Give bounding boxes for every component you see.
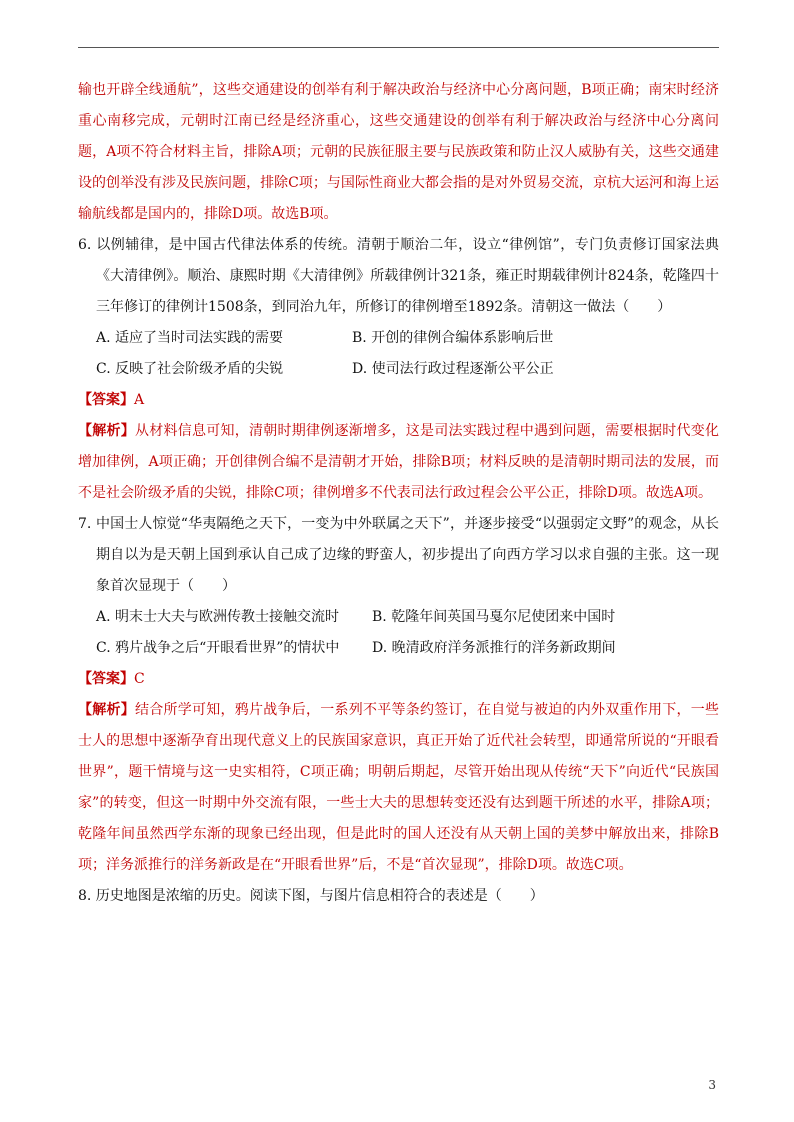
previous-analysis-continuation: 输也开辟全线通航”，这些交通建设的创举有利于解决政治与经济中心分离问题，B项正确；南宋时经济重心南移完成，元朝时江南已经是经济重心，这些交通建设的创举有利于解决政治与经济中心分离问题，A项不符合材料主旨，排除A项；元朝的民族征服主要与民族政策和防止汉人威胁有关，这些交通建设的创举没有涉及民族问题，排除C项；与国际性商业大都会指的是对外贸易交流，京杭大运河和海上运输航线都是国内的，排除D项。故选B项。	[78, 82, 719, 222]
option-b: B. 开创的律例合编体系影响后世	[352, 330, 554, 346]
answer-value: A	[134, 392, 145, 408]
option-a: A. 适应了当时司法实践的需要	[96, 330, 284, 346]
option-c: C. 鸦片战争之后“开眼看世界”的情状中	[96, 640, 340, 656]
analysis-text: 结合所学可知，鸦片战争后，一系列不平等条约签订，在自觉与被迫的内外双重作用下，一些士人的思想中逐渐孕育出现代意义上的民族国家意识，真正开始了近代社会转型，即通常所说的“开眼看世界”，题干情境与这一史实相符，C项正确；明朝后期起，尽管开始出现从传统“天下”向近代“民族国家”的转变，但这一时期中外交流有限，一些士大夫的思想转变还没有达到题干所述的水平，排除A项；乾隆年间虽然西学东渐的现象已经出现，但是此时的国人还没有从天朝上国的美梦中解放出来，排除B项；洋务派推行的洋务新政是在“开眼看世界”后，不是“首次显现”，排除D项。故选C项。	[78, 702, 719, 873]
option-d: D. 使司法行政过程逐渐公平公正	[352, 361, 554, 377]
question-options	[78, 602, 719, 664]
question-stem: 8. 历史地图是浓缩的历史。阅读下图，与图片信息相符合的表述是（ ）	[78, 888, 544, 904]
answer-value: C	[134, 671, 145, 687]
option-c: C. 反映了社会阶级矛盾的尖锐	[96, 361, 284, 377]
option-b: B. 乾隆年间英国马戛尔尼使团来中国时	[372, 609, 616, 625]
analysis-paragraph	[78, 695, 719, 881]
question-7	[78, 509, 719, 881]
question-options	[78, 323, 719, 385]
option-a: A. 明末士大夫与欧洲传教士接触交流时	[96, 609, 340, 625]
question-6	[78, 230, 719, 509]
analysis-label: 【解析】	[78, 702, 135, 718]
answer-label: 【答案】	[78, 392, 134, 408]
answer-line	[78, 664, 719, 695]
option-d: D. 晚清政府洋务派推行的洋务新政期间	[372, 640, 616, 656]
header-rule	[78, 47, 719, 48]
answer-line	[78, 385, 719, 416]
document-body	[78, 75, 719, 912]
analysis-paragraph	[78, 416, 719, 509]
question-stem: 7. 中国士人惊觉“华夷隔绝之天下，一变为中外联属之天下”，并逐步接受“以强弱定文野”的观念，从长期自以为是天朝上国到承认自己成了边缘的野蛮人，初步提出了向西方学习以求自强的主张。这一现象首次显现于（ ）	[78, 516, 719, 594]
question-8	[78, 881, 719, 912]
answer-label: 【答案】	[78, 671, 134, 687]
analysis-text: 从材料信息可知，清朝时期律例逐渐增多，这是司法实践过程中遇到问题，需要根据时代变化增加律例，A项正确；开创律例合编不是清朝才开始，排除B项；材料反映的是清朝时期司法的发展，而不是社会阶级矛盾的尖锐，排除C项；律例增多不代表司法行政过程会公平公正，排除D项。故选A项。	[78, 423, 719, 501]
page-number: 3	[708, 1078, 716, 1092]
question-stem: 6. 以例辅律，是中国古代律法体系的传统。清朝于顺治二年，设立“律例馆”，专门负责修订国家法典《大清律例》。顺治、康熙时期《大清律例》所载律例计321条，雍正时期载律例计824条，乾隆四十三年修订的律例计1508条，到同治九年，所修订的律例增至1892条。清朝这一做法（ ）	[78, 237, 719, 315]
analysis-label: 【解析】	[78, 423, 135, 439]
